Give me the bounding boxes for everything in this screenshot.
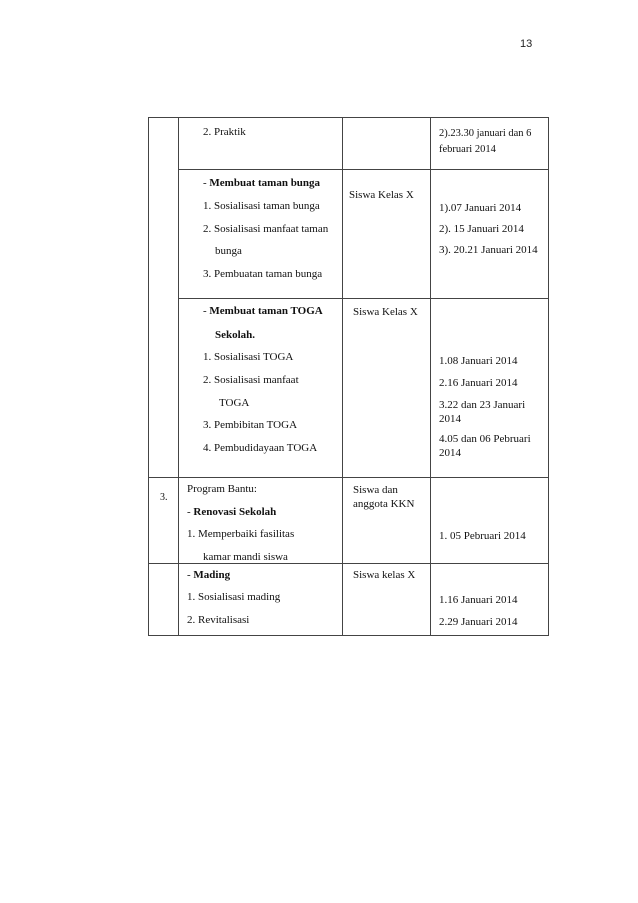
activity-item: 1. Sosialisasi TOGA xyxy=(203,351,294,363)
date-text: 2). 15 Januari 2014 xyxy=(439,223,524,235)
activity-item: 1. Sosialisasi taman bunga xyxy=(203,200,320,212)
date-text: 2).23.30 januari dan 6 februari 2014 xyxy=(439,128,532,155)
date-text: 1.16 Januari 2014 xyxy=(439,594,518,606)
activity-item: 2. Revitalisasi xyxy=(187,614,250,626)
target-cell xyxy=(343,118,431,170)
activity-item: 1. Memperbaiki fasilitas xyxy=(187,528,295,540)
date-cell xyxy=(431,118,549,170)
target-cell xyxy=(343,564,431,636)
date-text: 4.05 dan 06 Pebruari 2014 xyxy=(439,433,531,459)
number-cell xyxy=(149,118,179,478)
activity-item: TOGA xyxy=(219,397,250,409)
activity-heading: - Mading xyxy=(187,569,231,581)
activity-table xyxy=(148,117,549,636)
target-text: Siswa Kelas X xyxy=(353,306,418,318)
date-text: 3). 20.21 Januari 2014 xyxy=(439,244,538,256)
table-row xyxy=(149,170,549,299)
activity-cell xyxy=(179,564,343,636)
activity-item: 4. Pembudidayaan TOGA xyxy=(203,442,318,454)
table-row xyxy=(149,478,549,564)
activity-text: 2. Praktik xyxy=(203,126,246,138)
activity-item: kamar mandi siswa xyxy=(203,551,288,563)
target-text: Siswa dan anggota KKN xyxy=(353,484,415,510)
page-number: 13 xyxy=(520,38,533,50)
date-cell xyxy=(431,478,549,564)
activity-cell xyxy=(179,299,343,478)
activity-cell xyxy=(179,170,343,299)
activity-item: 3. Pembibitan TOGA xyxy=(203,419,298,431)
number-cell xyxy=(149,478,179,564)
activity-heading-cont: Sekolah. xyxy=(215,329,256,341)
activity-item: bunga xyxy=(215,245,242,257)
date-cell xyxy=(431,564,549,636)
date-cell xyxy=(431,299,549,478)
date-cell xyxy=(431,170,549,299)
table-row xyxy=(149,118,549,170)
activity-heading: - Membuat taman bunga xyxy=(203,177,321,189)
date-text: 1.08 Januari 2014 xyxy=(439,355,518,367)
activity-item: 3. Pembuatan taman bunga xyxy=(203,268,323,280)
activity-heading: - Renovasi Sekolah xyxy=(187,506,277,518)
activity-cell xyxy=(179,118,343,170)
row-number: 3. xyxy=(160,492,168,503)
activity-cell xyxy=(179,478,343,564)
activity-item: 2. Sosialisasi manfaat xyxy=(203,374,299,386)
table-row xyxy=(149,299,549,478)
activity-item: 1. Sosialisasi mading xyxy=(187,591,281,603)
activity-item: 2. Sosialisasi manfaat taman xyxy=(203,223,329,235)
date-text: 1).07 Januari 2014 xyxy=(439,202,522,214)
target-text: Siswa Kelas X xyxy=(349,189,414,201)
number-cell xyxy=(149,564,179,636)
target-cell xyxy=(343,478,431,564)
program-label: Program Bantu: xyxy=(187,483,257,495)
activity-heading: - Membuat taman TOGA xyxy=(203,305,323,317)
date-text: 2.29 Januari 2014 xyxy=(439,616,518,628)
table-row xyxy=(149,564,549,636)
date-text: 2.16 Januari 2014 xyxy=(439,377,518,389)
target-text: Siswa kelas X xyxy=(353,569,416,581)
date-text: 1. 05 Pebruari 2014 xyxy=(439,530,526,542)
target-cell xyxy=(343,170,431,299)
target-cell xyxy=(343,299,431,478)
date-text: 3.22 dan 23 Januari 2014 xyxy=(439,399,526,425)
